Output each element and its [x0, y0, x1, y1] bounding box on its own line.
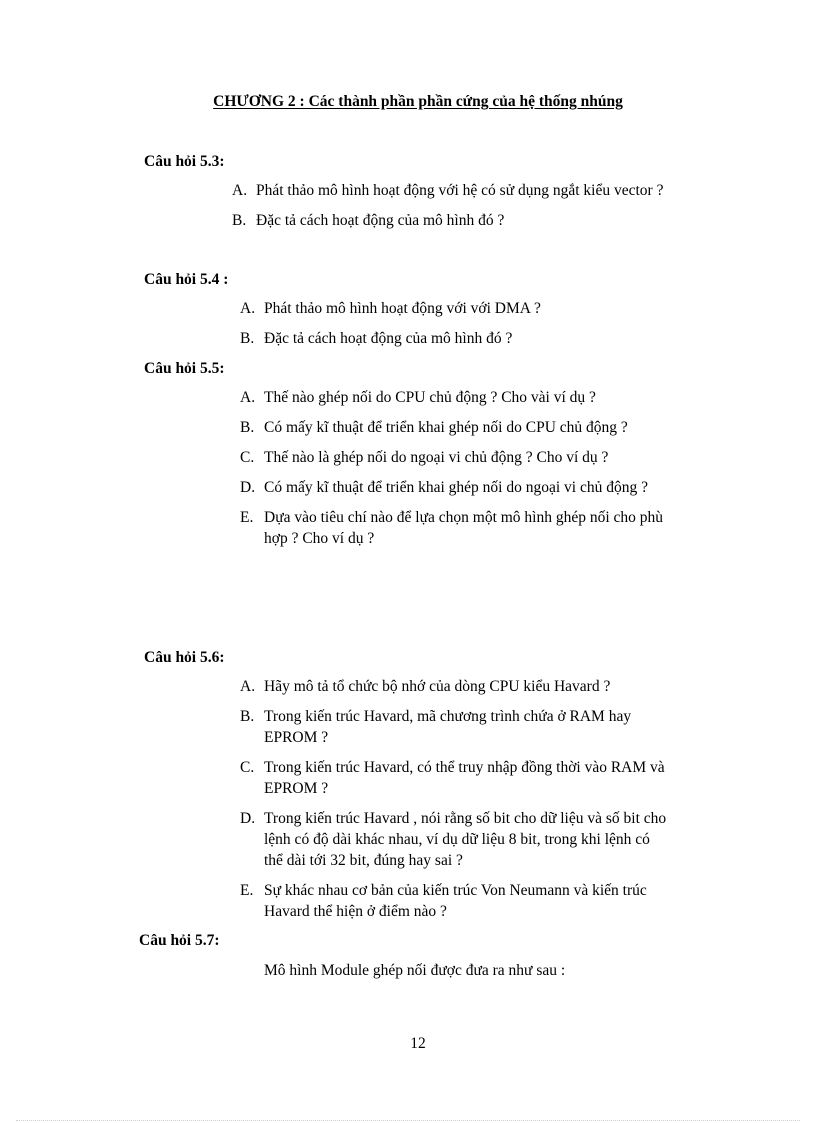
item-letter: C.	[240, 449, 255, 466]
page-bottom-rule	[16, 1120, 800, 1121]
item-text: Trong kiến trúc Havard, có thể truy nhập đồng thời vào RAM và	[264, 759, 665, 776]
item-letter: C.	[240, 759, 255, 776]
item-text: Trong kiến trúc Havard, mã chương trình chứa ở RAM hay	[264, 708, 632, 725]
item-text: Phát thảo mô hình hoạt động với với DMA ?	[264, 300, 541, 317]
item-text-continued: EPROM ?	[264, 729, 329, 746]
item-text: Thế nào là ghép nối do ngoại vi chủ động ? Cho ví dụ ?	[264, 449, 609, 466]
item-text: Phát thảo mô hình hoạt động với hệ có sử dụng ngắt kiểu vector ?	[256, 182, 664, 199]
question-5-7-intro: Mô hình Module ghép nối được đưa ra như sau :	[264, 962, 566, 979]
item-text: Đặc tả cách hoạt động của mô hình đó ?	[264, 330, 513, 347]
item-text-continued: thể dài tới 32 bit, đúng hay sai ?	[264, 852, 463, 869]
item-text: Thế nào ghép nối do CPU chủ động ? Cho vài ví dụ ?	[264, 389, 596, 406]
item-text: Dựa vào tiêu chí nào để lựa chọn một mô hình ghép nối cho phù	[264, 509, 664, 526]
question-label-5-7: Câu hỏi 5.7:	[139, 932, 220, 949]
item-text: Có mấy kĩ thuật để triển khai ghép nối do CPU chủ động ?	[264, 419, 628, 436]
item-letter: B.	[232, 212, 247, 229]
question-label-5-6: Câu hỏi 5.6:	[144, 649, 225, 666]
item-letter: A.	[240, 678, 256, 695]
item-letter: D.	[240, 810, 256, 827]
item-letter: A.	[240, 300, 256, 317]
item-letter: E.	[240, 509, 254, 526]
item-letter: B.	[240, 419, 255, 436]
item-text: Trong kiến trúc Havard , nói rằng số bit cho dữ liệu và số bit cho	[264, 810, 667, 827]
item-letter: B.	[240, 330, 255, 347]
item-letter: A.	[232, 182, 248, 199]
question-label-5-5: Câu hỏi 5.5:	[144, 360, 225, 377]
page-number: 12	[410, 1035, 426, 1052]
item-text-continued: lệnh có độ dài khác nhau, ví dụ dữ liệu 8 bit, trong khi lệnh có	[264, 831, 650, 848]
item-text-continued: Havard thể hiện ở điểm nào ?	[264, 903, 447, 920]
item-text: Sự khác nhau cơ bản của kiến trúc Von Neumann và kiến trúc	[264, 882, 647, 899]
item-text-continued: hợp ? Cho ví dụ ?	[264, 530, 375, 547]
item-text: Đặc tả cách hoạt động của mô hình đó ?	[256, 212, 505, 229]
item-letter: E.	[240, 882, 254, 899]
item-letter: B.	[240, 708, 255, 725]
chapter-title: CHƯƠNG 2 : Các thành phần phần cứng của hệ thống nhúng	[213, 93, 623, 110]
item-text-continued: EPROM ?	[264, 780, 329, 797]
item-letter: A.	[240, 389, 256, 406]
item-letter: D.	[240, 479, 256, 496]
question-label-5-4: Câu hỏi 5.4 :	[144, 271, 229, 288]
item-text: Hãy mô tả tổ chức bộ nhớ của dòng CPU kiểu Havard ?	[264, 678, 611, 695]
question-label-5-3: Câu hỏi 5.3:	[144, 153, 225, 170]
item-text: Có mấy kĩ thuật để triển khai ghép nối do ngoại vi chủ động ?	[264, 479, 648, 496]
